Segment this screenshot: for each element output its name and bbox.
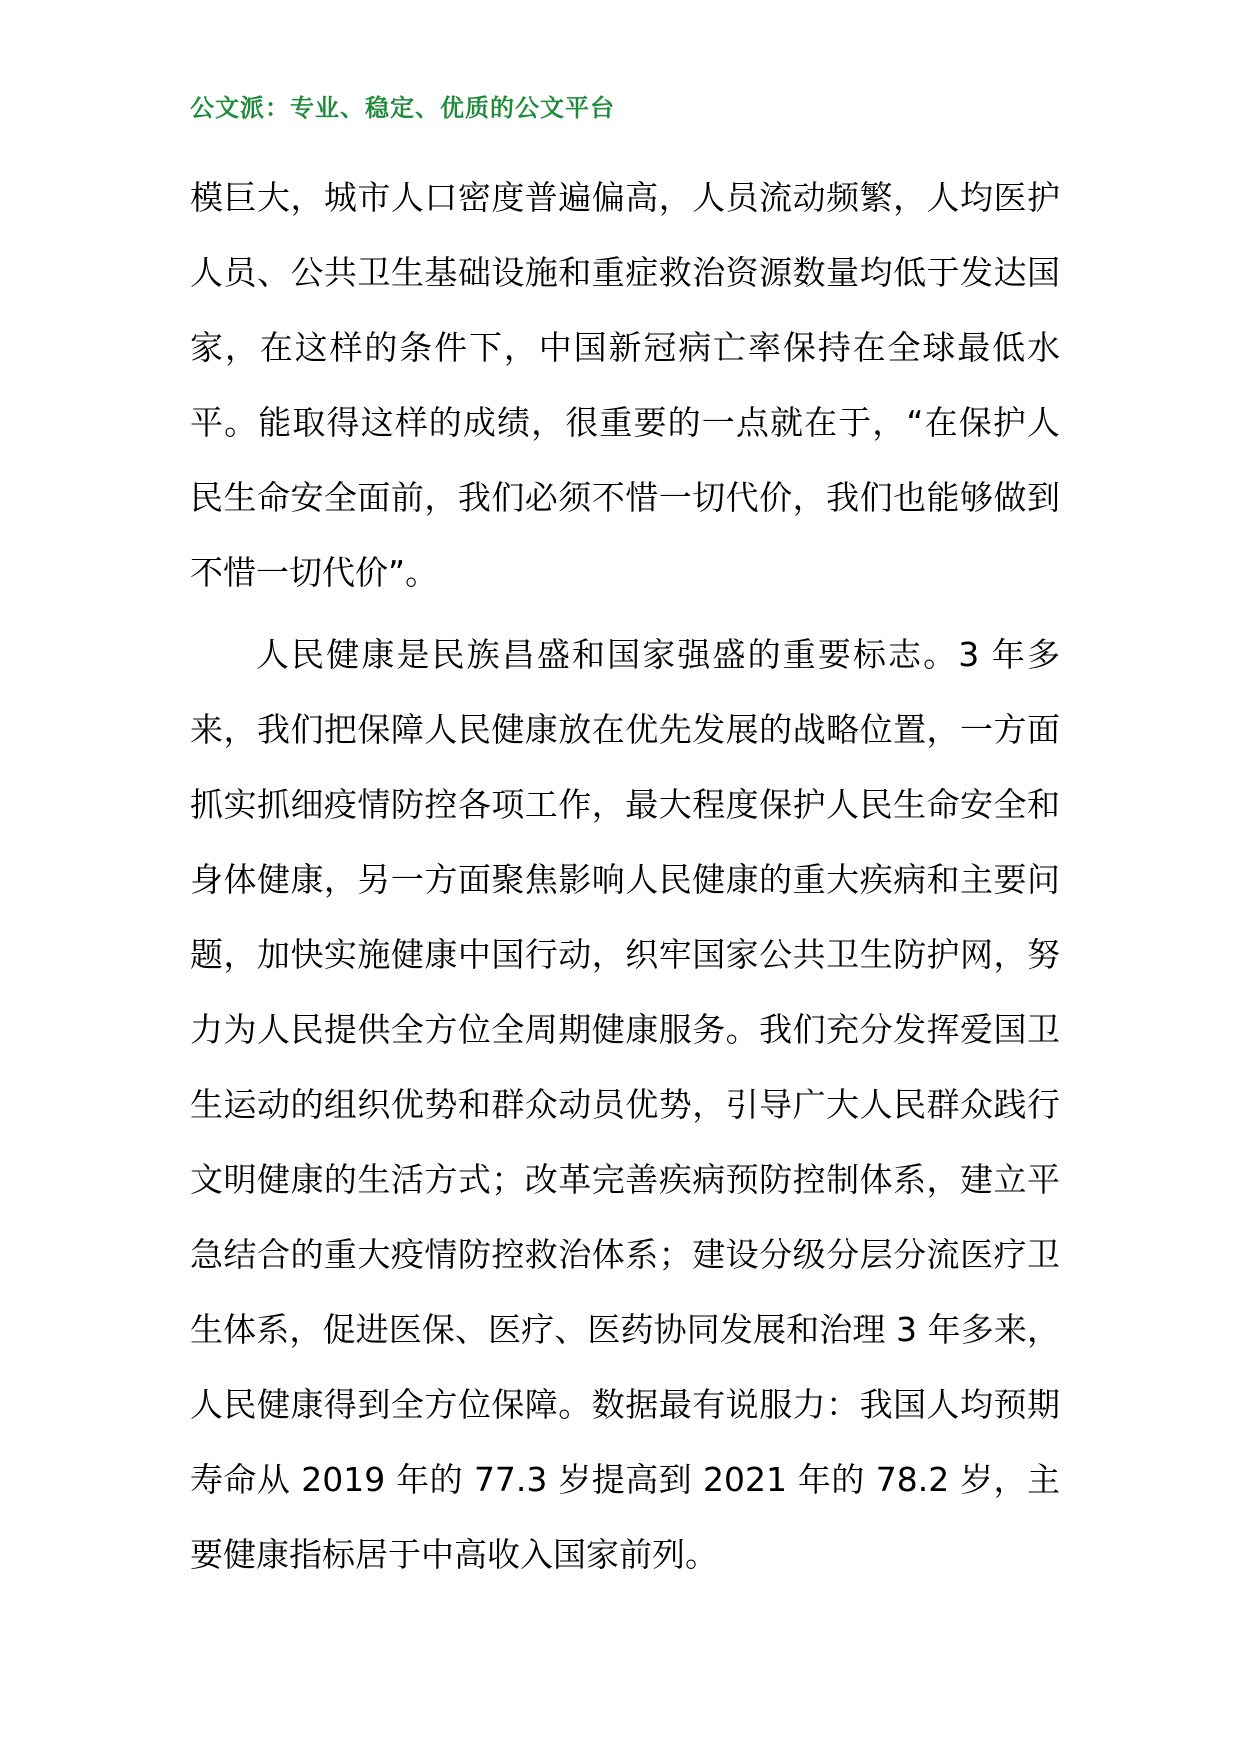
paragraph-continuation: 模巨大，城市人口密度普遍偏高，人员流动频繁，人均医护人员、公共卫生基础设施和重症救治资源数量均低于发达国家，在这样的条件下，中国新冠病亡率保持在全球最低水平。能取得这样的成绩，很重要的一点就在于，“在保护人民生命安全面前，我们必须不惜一切代价，我们也能够做到不惜一切代价”。 [190,178,1060,592]
site-header-title: 公文派：专业、稳定、优质的公文平台 [190,94,615,122]
paragraph-public-health: 人民健康是民族昌盛和国家强盛的重要标志。3 年多来，我们把保障人民健康放在优先发展的战略位置，一方面抓实抓细疫情防控各项工作，最大程度保护人民生命安全和身体健康，另一方面聚焦影响人民健康的重大疾病和主要问题，加快实施健康中国行动，织牢国家公共卫生防护网，努力为人民提供全方位全周期健康服务。我们充分发挥爱国卫生运动的组织优势和群众动员优势，引导广大人民群众践行文明健康的生活方式；改革完善疾病预防控制体系，建立平急结合的重大疫情防控救治体系；建设分级分层分流医疗卫生体系，促进医保、医疗、医药协同发展和治理 3 年多来，人民健康得到全方位保障。数据最有说服力：我国人均预期寿命从 2019 年的 77.3 岁提高到 2021 年的 78.2 岁，主要健康指标居于中高收入国家前列。 [190,635,1060,1574]
